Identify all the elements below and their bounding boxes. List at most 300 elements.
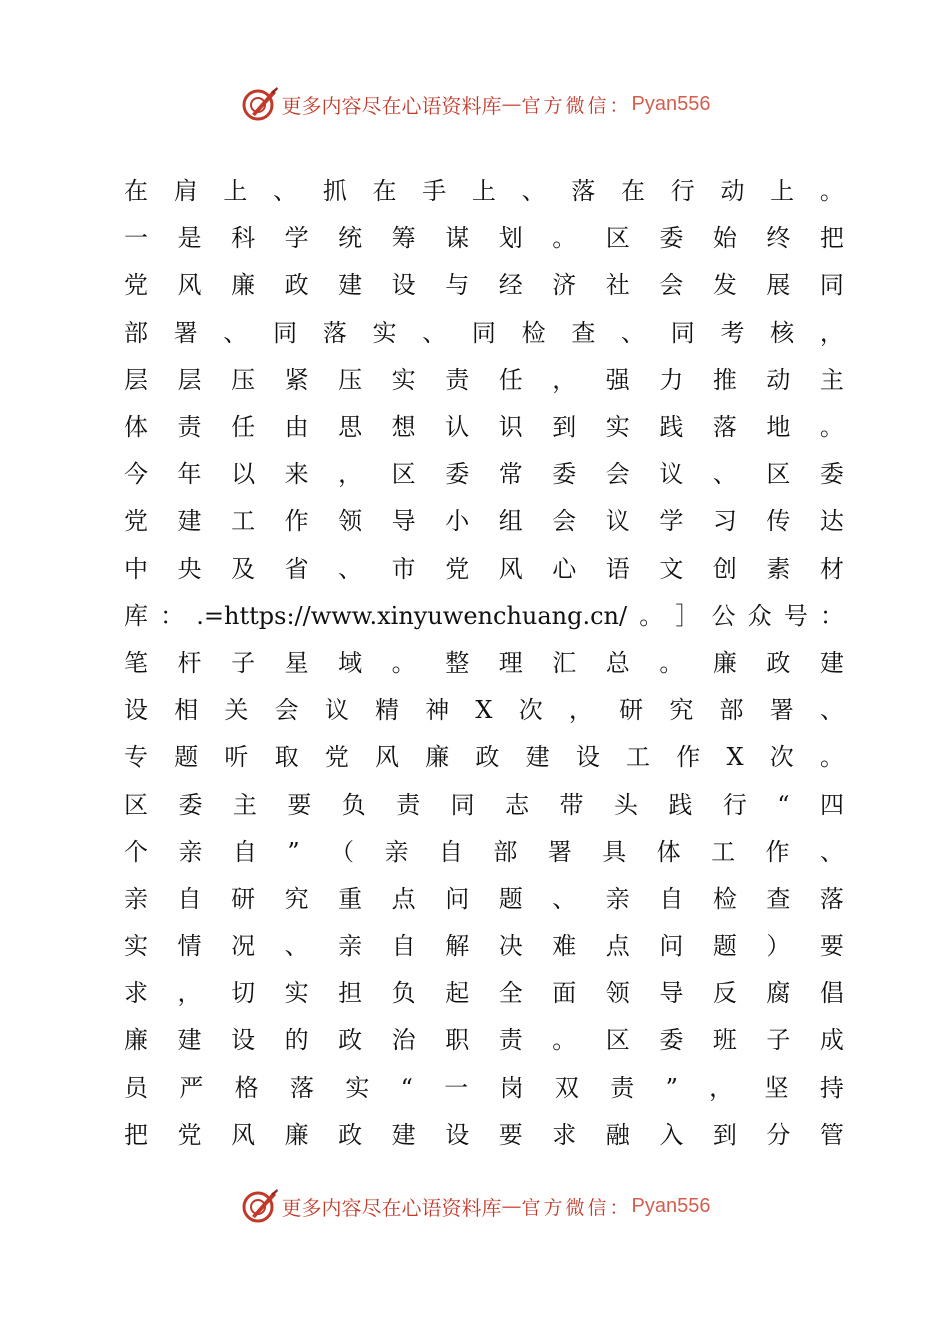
text-token: 会: [274, 696, 299, 725]
text-token: 在: [372, 177, 397, 206]
text-token: 治: [391, 1026, 416, 1055]
text-token: 压: [338, 365, 363, 394]
text-line: [124, 262, 844, 309]
text-token: 整: [445, 648, 470, 677]
text-token: 、: [621, 318, 646, 347]
text-token: 管: [819, 1120, 844, 1149]
text-token: 常: [498, 460, 523, 489]
text-token: 检: [712, 884, 737, 913]
text-token: 部: [124, 318, 148, 347]
text-token: 议: [659, 460, 684, 489]
text-token: 腐: [766, 979, 791, 1008]
text-line: [124, 1017, 844, 1064]
text-token: 责: [445, 365, 470, 394]
text-token: 倡: [819, 979, 844, 1008]
text-token: 面: [552, 979, 577, 1008]
text-token: 导: [391, 507, 416, 536]
text-token: 文: [659, 554, 684, 583]
text-token: ）: [766, 932, 791, 961]
text-token: 科: [231, 224, 256, 253]
text-token: 展: [766, 271, 791, 300]
text-line: [124, 357, 844, 404]
text-token: 。: [819, 413, 844, 442]
text-token: 署: [769, 696, 794, 725]
text-token: 动: [720, 177, 745, 206]
text-token: ，: [552, 365, 577, 394]
text-token: 实: [605, 413, 630, 442]
footer-banner-wechat-label: 官方微信：: [521, 1196, 632, 1219]
text-token: 区: [124, 790, 148, 819]
text-token: 部: [719, 696, 744, 725]
text-token: 廉: [231, 271, 256, 300]
header-banner-separator: —: [501, 92, 522, 116]
text-token: 践: [668, 790, 693, 819]
text-token: 语: [605, 554, 630, 583]
text-token: 。: [391, 648, 416, 677]
text-token: 、: [223, 318, 248, 347]
text-token: 亲: [178, 837, 203, 866]
text-token: 具: [602, 837, 627, 866]
text-token: 想: [391, 413, 416, 442]
text-token: 自: [232, 837, 257, 866]
text-token: 求: [124, 979, 148, 1008]
text-token: 终: [766, 224, 791, 253]
text-token: 今: [124, 460, 148, 489]
text-token: 亲: [124, 884, 148, 913]
text-token: 廉: [124, 1026, 148, 1055]
text-token: 统: [338, 224, 363, 253]
text-line: [124, 876, 844, 923]
text-token: 责: [610, 1073, 635, 1102]
text-token: 推: [712, 365, 737, 394]
text-token: 落: [322, 318, 347, 347]
text-token: （: [330, 837, 355, 866]
text-token: 查: [766, 884, 791, 913]
text-token: ，: [819, 318, 844, 347]
text-token: 工: [231, 507, 256, 536]
text-token: 实: [372, 318, 397, 347]
text-token: 市: [391, 554, 416, 583]
text-token: 识: [498, 413, 523, 442]
text-token: 设: [391, 271, 416, 300]
text-token: 自: [659, 884, 684, 913]
text-token: 任: [498, 365, 523, 394]
text-token: 署: [547, 837, 572, 866]
text-token: 。: [552, 1026, 577, 1055]
text-token: 区: [391, 460, 416, 489]
text-token: 成: [819, 1026, 844, 1055]
text-token: 风: [375, 743, 400, 772]
text-token: 风: [177, 271, 202, 300]
text-token: 实: [124, 932, 148, 961]
text-token: 议: [605, 507, 630, 536]
text-token: 。: [639, 601, 664, 630]
text-token: 作: [676, 743, 701, 772]
text-token: 强: [605, 365, 630, 394]
text-token: 实: [345, 1073, 370, 1102]
footer-banner-separator: —: [501, 1194, 522, 1218]
text-token: 要: [819, 932, 844, 961]
text-token: 个: [124, 837, 148, 866]
text-token: 、: [521, 177, 546, 206]
text-token: 亲: [384, 837, 409, 866]
text-token: 解: [445, 932, 470, 961]
text-token: 到: [552, 413, 577, 442]
text-token: 难: [552, 932, 577, 961]
text-token: 众: [747, 601, 772, 630]
text-token: 究: [284, 884, 309, 913]
text-token: 汇: [552, 648, 577, 677]
text-token: 次: [518, 696, 543, 725]
text-token: 、: [422, 318, 447, 347]
text-token: 起: [445, 979, 470, 1008]
text-token: 心: [552, 554, 577, 583]
text-token: 究: [669, 696, 694, 725]
text-token: 政: [338, 1026, 363, 1055]
text-token: ，: [568, 696, 593, 725]
quill-pen-logo-icon: [240, 84, 280, 124]
text-token: 题: [498, 884, 523, 913]
text-token: 设: [575, 743, 600, 772]
text-token: 一: [444, 1073, 469, 1102]
text-token: 子: [766, 1026, 791, 1055]
text-token: 谋: [445, 224, 470, 253]
text-token: 发: [712, 271, 737, 300]
text-token: 党: [124, 507, 148, 536]
text-token: 是: [177, 224, 202, 253]
text-token: 央: [177, 554, 202, 583]
text-token: 上: [223, 177, 248, 206]
text-token: 委: [659, 1026, 684, 1055]
text-token: 委: [178, 790, 203, 819]
text-token: .=https://www.xinyuwenchuang.cn/: [196, 601, 628, 630]
text-token: 行: [670, 177, 695, 206]
text-token: 经: [498, 271, 523, 300]
text-line: [124, 451, 844, 498]
text-token: 、: [819, 837, 844, 866]
text-token: 班: [712, 1026, 737, 1055]
text-token: 建: [177, 507, 202, 536]
text-token: 设: [445, 1120, 470, 1149]
text-token: 会: [605, 460, 630, 489]
text-token: 职: [445, 1026, 470, 1055]
text-token: 筹: [391, 224, 416, 253]
text-token: 分: [766, 1120, 791, 1149]
text-token: 要: [287, 790, 312, 819]
text-token: 总: [605, 648, 630, 677]
text-token: 神: [425, 696, 450, 725]
text-token: 行: [722, 790, 747, 819]
text-token: 一: [124, 224, 148, 253]
text-line: [124, 640, 844, 687]
text-token: 署: [173, 318, 198, 347]
text-token: 学: [659, 507, 684, 536]
text-token: 学: [284, 224, 309, 253]
text-token: 委: [819, 460, 844, 489]
text-token: 问: [659, 932, 684, 961]
text-token: 会: [659, 271, 684, 300]
text-token: 实: [284, 979, 309, 1008]
text-token: 任: [231, 413, 256, 442]
text-line: [124, 734, 844, 781]
text-token: ：: [819, 601, 844, 630]
text-token: 党: [445, 554, 470, 583]
header-banner-wechat-id: Pyan556: [631, 92, 711, 115]
text-token: 材: [819, 554, 844, 583]
text-token: 核: [770, 318, 795, 347]
text-token: 落: [571, 177, 596, 206]
text-token: 持: [819, 1073, 844, 1102]
text-token: 传: [766, 507, 791, 536]
text-line: [124, 498, 844, 545]
text-token: 工: [626, 743, 651, 772]
text-token: 习: [712, 507, 737, 536]
text-token: 自: [177, 884, 202, 913]
text-token: 设: [124, 696, 148, 725]
text-line: [124, 215, 844, 262]
text-line: [124, 1065, 844, 1112]
text-token: 担: [338, 979, 363, 1008]
text-token: 中: [124, 554, 148, 583]
text-token: 题: [174, 743, 199, 772]
text-token: 、: [338, 554, 363, 583]
text-token: 融: [605, 1120, 630, 1149]
text-token: 区: [605, 224, 630, 253]
text-token: 库: [124, 601, 148, 630]
text-token: 研: [231, 884, 256, 913]
text-token: 要: [498, 1120, 523, 1149]
text-token: ”: [665, 1073, 678, 1102]
text-token: 廉: [425, 743, 450, 772]
text-line: [124, 1112, 844, 1159]
text-token: 思: [338, 413, 363, 442]
text-line: [124, 168, 844, 215]
text-token: 建: [819, 648, 844, 677]
text-token: 问: [445, 884, 470, 913]
text-token: “: [400, 1073, 413, 1102]
text-token: 认: [445, 413, 470, 442]
text-token: 笔: [124, 648, 148, 677]
text-token: 反: [712, 979, 737, 1008]
text-token: 考: [720, 318, 745, 347]
text-token: 力: [659, 365, 684, 394]
text-token: 建: [525, 743, 550, 772]
text-token: 设: [231, 1026, 256, 1055]
text-token: 党: [124, 271, 148, 300]
text-token: 子: [231, 648, 256, 677]
text-token: 层: [124, 365, 148, 394]
text-token: 求: [552, 1120, 577, 1149]
text-token: 决: [498, 932, 523, 961]
text-token: 由: [284, 413, 309, 442]
text-token: 岗: [499, 1073, 524, 1102]
text-token: 同: [819, 271, 844, 300]
text-token: 检: [521, 318, 546, 347]
text-token: 查: [571, 318, 596, 347]
text-token: 领: [338, 507, 363, 536]
footer-banner-text: 更多内容尽在心语资料库: [281, 1195, 502, 1220]
text-token: 。: [819, 743, 844, 772]
text-token: 理: [498, 648, 523, 677]
text-token: 会: [552, 507, 577, 536]
text-token: 相: [174, 696, 199, 725]
text-token: 肩: [173, 177, 198, 206]
text-token: 听: [224, 743, 249, 772]
text-token: 作: [765, 837, 790, 866]
text-token: 、: [819, 696, 844, 725]
text-token: 作: [284, 507, 309, 536]
text-token: 委: [659, 224, 684, 253]
text-token: 风: [231, 1120, 256, 1149]
text-token: 压: [231, 365, 256, 394]
text-token: 廉: [284, 1120, 309, 1149]
text-token: 层: [177, 365, 202, 394]
text-token: 全: [498, 979, 523, 1008]
text-token: 体: [656, 837, 681, 866]
text-token: 负: [341, 790, 366, 819]
text-token: 区: [766, 460, 791, 489]
text-token: 及: [231, 554, 256, 583]
text-token: “: [777, 790, 790, 819]
text-token: 号: [783, 601, 808, 630]
text-token: 落: [819, 884, 844, 913]
text-token: 责: [396, 790, 421, 819]
text-token: 素: [766, 554, 791, 583]
text-token: 政: [475, 743, 500, 772]
text-token: ”: [287, 837, 300, 866]
text-token: 域: [338, 648, 363, 677]
text-token: 划: [498, 224, 523, 253]
text-token: 地: [766, 413, 791, 442]
text-token: 在: [124, 177, 148, 206]
text-token: 始: [712, 224, 737, 253]
text-token: 精: [375, 696, 400, 725]
text-token: 带: [559, 790, 584, 819]
text-token: ］: [675, 601, 700, 630]
text-token: 点: [391, 884, 416, 913]
text-token: 上: [471, 177, 496, 206]
text-token: 在: [621, 177, 646, 206]
text-token: 手: [422, 177, 447, 206]
text-token: 委: [445, 460, 470, 489]
text-token: 委: [552, 460, 577, 489]
text-line: [124, 829, 844, 876]
text-token: 来: [284, 460, 309, 489]
text-token: 星: [284, 648, 309, 677]
text-token: 、: [273, 177, 298, 206]
footer-banner-wechat-id: Pyan556: [631, 1194, 711, 1217]
text-token: X: [475, 696, 493, 725]
header-banner-text: 更多内容尽在心语资料库: [281, 93, 502, 118]
text-token: 。: [819, 177, 844, 206]
text-token: 负: [391, 979, 416, 1008]
text-token: 达: [819, 507, 844, 536]
text-token: 落: [289, 1073, 314, 1102]
text-token: 政: [284, 271, 309, 300]
text-token: 同: [471, 318, 496, 347]
text-token: 创: [712, 554, 737, 583]
text-token: 建: [338, 271, 363, 300]
text-token: 亲: [605, 884, 630, 913]
text-token: ，: [177, 979, 202, 1008]
text-token: 议: [324, 696, 349, 725]
text-token: 况: [231, 932, 256, 961]
text-token: 建: [177, 1026, 202, 1055]
text-line: [124, 923, 844, 970]
text-token: 同: [670, 318, 695, 347]
text-token: X: [726, 743, 744, 772]
text-token: 以: [231, 460, 256, 489]
text-token: 主: [232, 790, 257, 819]
text-token: 践: [659, 413, 684, 442]
text-token: 工: [711, 837, 736, 866]
text-line: [124, 781, 844, 828]
text-token: ：: [160, 601, 185, 630]
text-token: 部: [493, 837, 518, 866]
text-token: 入: [659, 1120, 684, 1149]
text-token: 主: [819, 365, 844, 394]
text-token: 点: [605, 932, 630, 961]
text-token: 次: [769, 743, 794, 772]
text-token: 动: [766, 365, 791, 394]
text-token: 与: [445, 271, 470, 300]
text-token: 关: [224, 696, 249, 725]
text-token: 责: [498, 1026, 523, 1055]
text-line: [124, 404, 844, 451]
text-token: 专: [124, 743, 148, 772]
text-token: 济: [552, 271, 577, 300]
text-token: 四: [819, 790, 844, 819]
text-token: 党: [324, 743, 349, 772]
text-token: 自: [391, 932, 416, 961]
text-token: 研: [619, 696, 644, 725]
text-token: 区: [605, 1026, 630, 1055]
text-token: 风: [498, 554, 523, 583]
text-line: [124, 687, 844, 734]
text-token: 同: [273, 318, 298, 347]
text-token: 。: [552, 224, 577, 253]
text-token: 实: [391, 365, 416, 394]
document-body: [124, 168, 844, 1159]
text-token: 杆: [177, 648, 202, 677]
text-token: 切: [231, 979, 256, 1008]
text-token: 上: [770, 177, 795, 206]
text-token: 。: [659, 648, 684, 677]
text-token: 把: [124, 1120, 148, 1149]
text-token: 廉: [712, 648, 737, 677]
text-token: 志: [505, 790, 530, 819]
text-token: 导: [659, 979, 684, 1008]
text-token: 公: [711, 601, 736, 630]
text-token: 年: [177, 460, 202, 489]
text-token: 亲: [338, 932, 363, 961]
text-token: 取: [274, 743, 299, 772]
text-token: 双: [554, 1073, 579, 1102]
text-line: [124, 546, 844, 593]
text-token: 责: [177, 413, 202, 442]
text-token: 员: [124, 1073, 148, 1102]
text-token: 体: [124, 413, 148, 442]
text-line: [124, 970, 844, 1017]
text-token: 自: [438, 837, 463, 866]
text-token: 建: [391, 1120, 416, 1149]
text-token: 严: [179, 1073, 204, 1102]
text-token: 格: [234, 1073, 259, 1102]
text-line: [124, 593, 844, 640]
text-token: 坚: [764, 1073, 789, 1102]
text-token: 小: [445, 507, 470, 536]
text-line: [124, 310, 844, 357]
